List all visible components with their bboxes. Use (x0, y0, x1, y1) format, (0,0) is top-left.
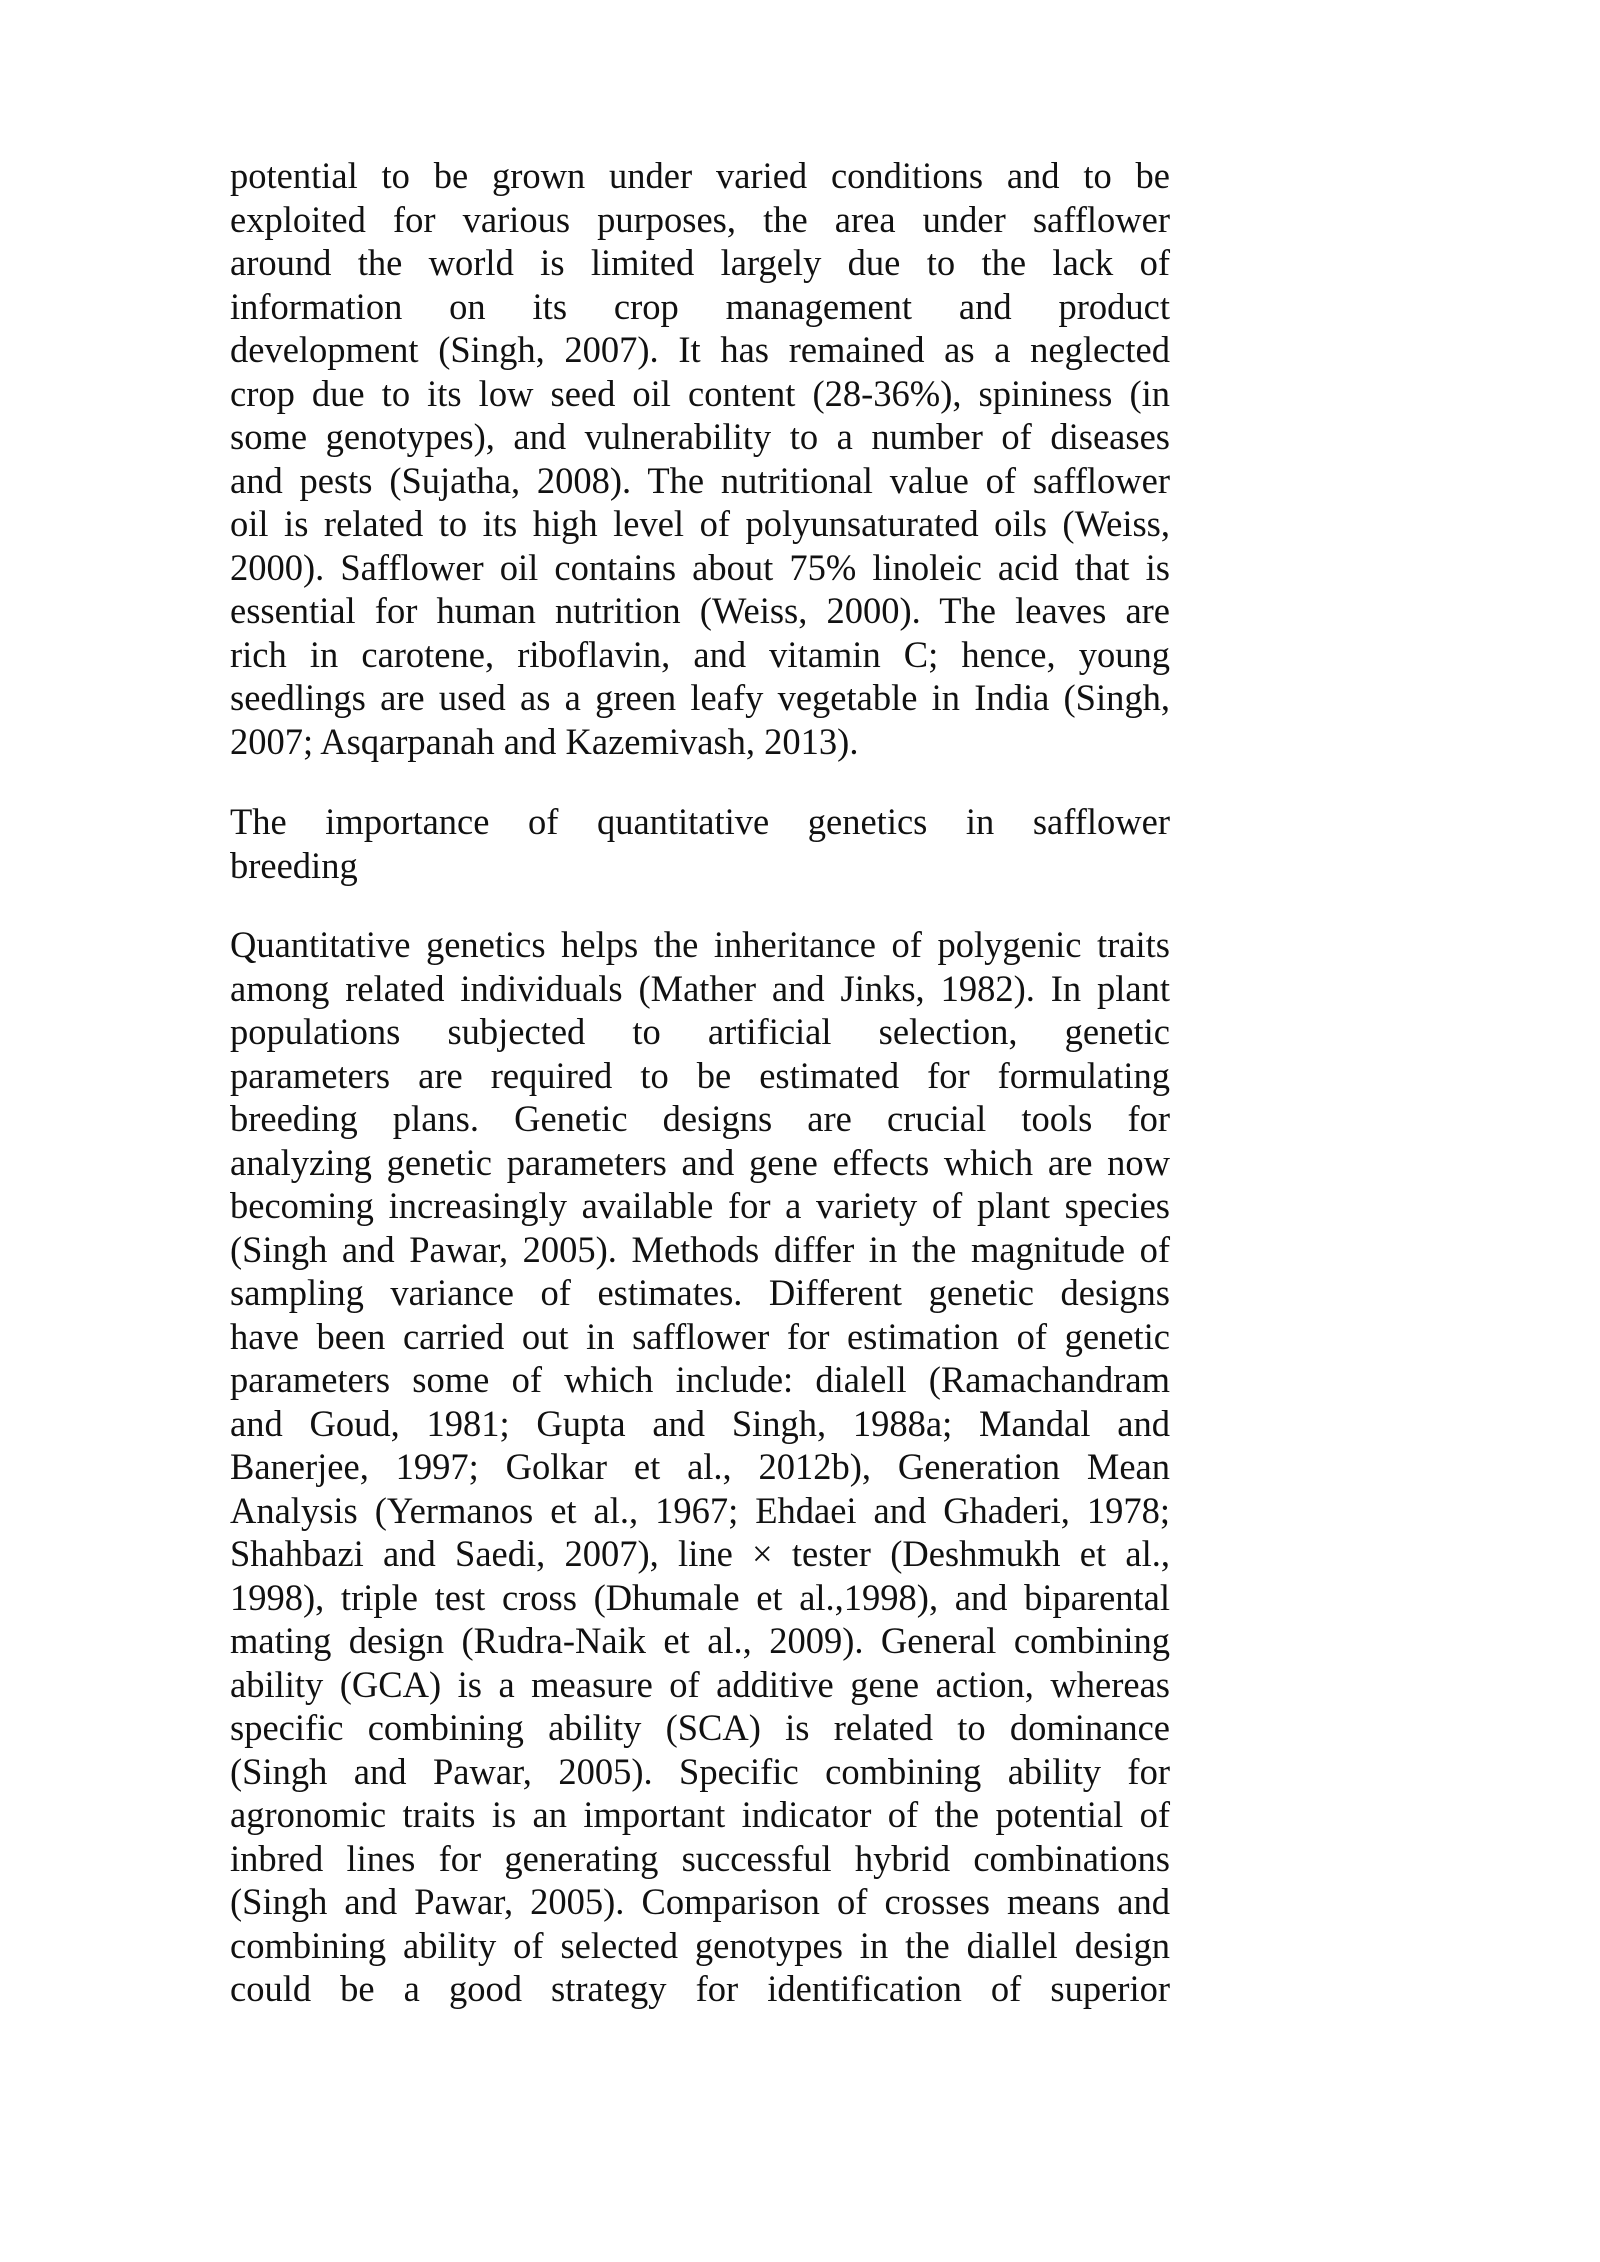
text-line: crop due to its low seed oil content (28-36%), spininess (in (230, 372, 1170, 414)
paragraph-gap (230, 887, 1170, 923)
text-line: ability (GCA) is a measure of additive gene action, whereas (230, 1663, 1170, 1705)
text-line: 2000). Safflower oil contains about 75% linoleic acid that is (230, 546, 1170, 588)
text-line: seedlings are used as a green leafy vegetable in India (Singh, (230, 677, 1170, 718)
text-line: parameters are required to be estimated for formulating (230, 1054, 1170, 1096)
text-line: inbred lines for generating successful hybrid combinations (230, 1837, 1170, 1879)
text-column (230, 154, 1170, 2011)
text-line: some genotypes), and vulnerability to a number of diseases (230, 416, 1170, 457)
text-line: 2007; Asqarpanah and Kazemivash, 2013). (230, 720, 859, 762)
text-line: The importance of quantitative genetics in safflower (230, 801, 1170, 842)
text-line: around the world is limited largely due to the lack of (230, 242, 1170, 283)
text-line: 1998), triple test cross (Dhumale et al.,1998), and biparental (230, 1576, 1170, 1618)
text-line: Shahbazi and Saedi, 2007), line × tester (Deshmukh et al., (230, 1533, 1170, 1574)
text-line: and pests (Sujatha, 2008). The nutritional value of safflower (230, 459, 1170, 501)
text-line: mating design (Rudra-Naik et al., 2009). General combining (230, 1620, 1170, 1661)
text-line: oil is related to its high level of polyunsaturated oils (Weiss, (230, 503, 1170, 544)
text-line: Quantitative genetics helps the inheritance of polygenic traits (230, 924, 1170, 965)
text-line: could be a good strategy for identification of superior (230, 1968, 1170, 2009)
text-line: breeding (230, 844, 358, 886)
text-line: parameters some of which include: dialell (Ramachandram (230, 1359, 1170, 1400)
text-line: agronomic traits is an important indicator of the potential of (230, 1794, 1170, 1835)
text-line: among related individuals (Mather and Jinks, 1982). In plant (230, 967, 1170, 1009)
text-line: sampling variance of estimates. Different genetic designs (230, 1272, 1170, 1313)
text-line: becoming increasingly available for a variety of plant species (230, 1185, 1170, 1226)
text-line: populations subjected to artificial selection, genetic (230, 1011, 1170, 1052)
section-heading (230, 800, 1170, 887)
text-line: combining ability of selected genotypes in the diallel design (230, 1924, 1170, 1966)
text-line: (Singh and Pawar, 2005). Specific combining ability for (230, 1750, 1170, 1792)
paragraph-intro-continuation (230, 154, 1170, 763)
text-line: analyzing genetic parameters and gene effects which are now (230, 1141, 1170, 1183)
text-line: development (Singh, 2007). It has remained as a neglected (230, 329, 1170, 370)
text-line: breeding plans. Genetic designs are crucial tools for (230, 1098, 1170, 1139)
text-line: essential for human nutrition (Weiss, 2000). The leaves are (230, 590, 1170, 631)
text-line: (Singh and Pawar, 2005). Comparison of crosses means and (230, 1881, 1170, 1922)
text-line: information on its crop management and product (230, 285, 1170, 327)
text-line: Analysis (Yermanos et al., 1967; Ehdaei and Ghaderi, 1978; (230, 1489, 1170, 1531)
text-line: and Goud, 1981; Gupta and Singh, 1988a; Mandal and (230, 1402, 1170, 1444)
text-line: Banerjee, 1997; Golkar et al., 2012b), Generation Mean (230, 1446, 1170, 1487)
paragraph-gap (230, 763, 1170, 800)
paragraph-quantitative-genetics (230, 923, 1170, 2011)
text-line: exploited for various purposes, the area under safflower (230, 198, 1170, 240)
text-line: rich in carotene, riboflavin, and vitamin C; hence, young (230, 633, 1170, 675)
text-line: (Singh and Pawar, 2005). Methods differ in the magnitude of (230, 1228, 1170, 1270)
text-line: have been carried out in safflower for estimation of genetic (230, 1315, 1170, 1357)
text-line: specific combining ability (SCA) is related to dominance (230, 1707, 1170, 1748)
text-line: potential to be grown under varied conditions and to be (230, 155, 1170, 196)
